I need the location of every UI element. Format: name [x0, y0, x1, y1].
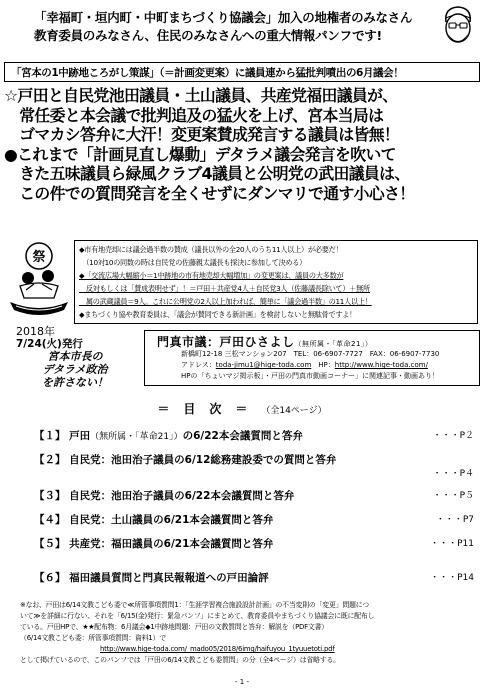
toc-item-page: ・・・P7 — [435, 515, 474, 525]
info-line: （10対10の同数の時は自民党の佐藤親太議長も採決に参加して決める） — [79, 258, 307, 267]
headline-line: ☆戸田と自民党池田議員・土山議員、共産党福田議員が、 — [4, 86, 398, 105]
author-name-text: 門真市議：戸田ひさよし — [157, 335, 295, 349]
footer-line: ている。戸田HPで、★★配布物：6月議会◆1中跡地問題：戸田の文教質問と答弁：解説を（PDF文書） — [20, 623, 328, 631]
contact-box — [144, 330, 480, 386]
header-line-2: 教育委員のみなさん、住民のみなさんへの重大情報パンフです! — [34, 28, 382, 43]
author-caricature-icon — [438, 4, 478, 52]
info-line: ◆まちづくり協や教育委員は、「議会が賛同できる新計画」を検討しないと無駄骨ですよ！ — [79, 310, 357, 319]
festival-boat-illustration — [6, 240, 72, 320]
homepage-link[interactable]: http://www.hige-toda.com/ — [334, 361, 428, 369]
toc-pages-note: （全14ページ） — [261, 406, 327, 416]
contact-email-row — [181, 360, 428, 370]
toc-item-num: 【４】 — [34, 514, 66, 526]
issue-day: 7/24(火)発行 — [16, 338, 83, 350]
author-name — [157, 333, 372, 350]
toc-item[interactable] — [34, 536, 474, 551]
subtitle-box: 「宮本の1中跡地ころがし策謀」（＝計画変更案）に議員連から猛批判噴出の6月議会！ — [4, 62, 480, 82]
toc-item-page: ・・・P５ — [432, 491, 474, 501]
footer-line: いて≫を詳細に行ない、それを「6/15(金)発行：緊急パンフ」にまとめて、教育委員やまちづくり協議会に既に配布し — [20, 612, 375, 620]
info-box — [74, 240, 478, 324]
url-label: HP： — [311, 361, 335, 369]
toc-item-rest: の6/22本会議質問と答弁 — [182, 430, 303, 442]
slogan-line: デタラメ政治 — [42, 363, 108, 376]
info-line: ◆市有地売却には議会過半数の賛成（議長以外の全20人のうち11人以上）が必要だ！ — [79, 245, 343, 254]
toc-item-page: ・・・P14 — [430, 573, 474, 583]
toc-item[interactable] — [34, 512, 474, 527]
toc-item[interactable] — [34, 488, 474, 503]
toc-item[interactable] — [34, 570, 474, 585]
toc-title — [0, 400, 484, 417]
headline-line: ●これまで「計画見直し爆動」デタラメ議会発言を吹いて — [4, 144, 396, 164]
headline-line: ゴマカシ答弁に大汗！変更案賛成発言する議員は皆無！ — [4, 125, 400, 144]
author-affiliation: （無所属・「革命21」） — [294, 340, 373, 348]
email-link[interactable]: toda-jimu1@hige-toda.com — [215, 361, 312, 369]
headline-line: きた五味議員ら緑風クラブ4議員と公明党の武田議員は、 — [4, 164, 410, 183]
headline-block — [4, 86, 482, 203]
header-line-1: 「幸福町・垣内町・中町まちづくり協議会」加入の地権者のみなさん — [34, 10, 413, 25]
toc-heading: ＝目次＝ — [157, 402, 262, 416]
email-label: アドレス： — [181, 361, 216, 369]
footer-line: として掲げているので、このパンフでは「戸田の6/14文教こども委質問」の分（全4ページ）は省略する。 — [20, 656, 340, 664]
footer-line: （6/14文教こども委：所管事項質問：資料1）で — [20, 634, 166, 642]
toc-item-num: 【３】 — [34, 490, 66, 502]
info-line: 属の武蔵議員＝9人。これに公明党の2人以上加われば、簡単に「議会過半数」の11人以上！ — [79, 297, 372, 306]
toc-item-text: 自民党：土山議員の6/21本会議質問と答弁 — [69, 514, 274, 526]
slogan-line: 宮本市長の — [47, 350, 103, 363]
info-line: 反対もしくは「賛成表明せず」！＝戸田＋共産党4人＋自民党3人（佐藤議長除いて）＋無所 — [79, 284, 370, 293]
toc-item-num: 【１】 — [34, 430, 66, 442]
headline-line: この件での質問発言を全くせずにダンマリで通す小心さ！ — [4, 183, 415, 203]
issue-year: 2018年 — [16, 325, 55, 338]
info-line: ◆「交流広場大幅縮小＝1中跡地の市有地売却大幅増加」の変更案は、議員の大多数が — [79, 271, 344, 280]
toc-item[interactable] — [34, 452, 474, 479]
headline-line: 常任委と本会議で批判追及の猛火を上げ、宮本当局は — [4, 105, 384, 125]
slogan-line: を許さない！ — [42, 376, 108, 389]
footer-notes — [20, 600, 476, 666]
toc-item-text: 自民党：池田治子議員の6/12総務建設委での質問と答弁 — [69, 454, 337, 466]
slogan — [20, 350, 130, 389]
toc-item[interactable] — [34, 428, 474, 443]
toc-item-num: 【５】 — [34, 538, 66, 550]
svg-text:祭: 祭 — [32, 250, 46, 265]
issue-date — [16, 326, 126, 350]
toc-item-num: 【６】 — [34, 572, 66, 584]
toc-item-text: 自民党：池田治子議員の6/22本会議質問と答弁 — [69, 490, 295, 502]
footer-pdf-link[interactable]: http://www.hige-toda.com/_mado05/2018/6img/haifuyou_1tyuuetoti.pdf — [100, 645, 335, 653]
page-number: - 1 - — [235, 678, 249, 686]
contact-address: 新橋町12-18 三松マンション207 TEL：06-6907-7727 FAX：06-6907-7730 — [181, 350, 440, 358]
toc-item-text: 共産党：福田議員の6/21本会議質問と答弁 — [69, 538, 274, 550]
toc-item-page: ・・・P２ — [432, 431, 474, 441]
contact-note: HPの「ちょいマジ掲示板」・戸田の門真市動画コーナー」に関連記事・動画あり！ — [181, 372, 439, 380]
toc-item-page: ・・・P11 — [430, 539, 474, 549]
toc-item-paren: （無所属・「革命21」） — [90, 432, 183, 442]
toc-item-text: 福田議員質問と門真民報報道への戸田論評 — [69, 572, 269, 584]
toc-item-num: 【２】 — [34, 454, 66, 466]
toc-item-page: ・・・P４ — [432, 469, 474, 479]
toc-item-text: 戸田 — [69, 430, 91, 442]
footer-line: ※なお、戸田は6/14文教こども委で≪所管事項質問1：「生涯学習複合施設設計計画」の不当変則の「変更」問題につ — [20, 601, 370, 609]
